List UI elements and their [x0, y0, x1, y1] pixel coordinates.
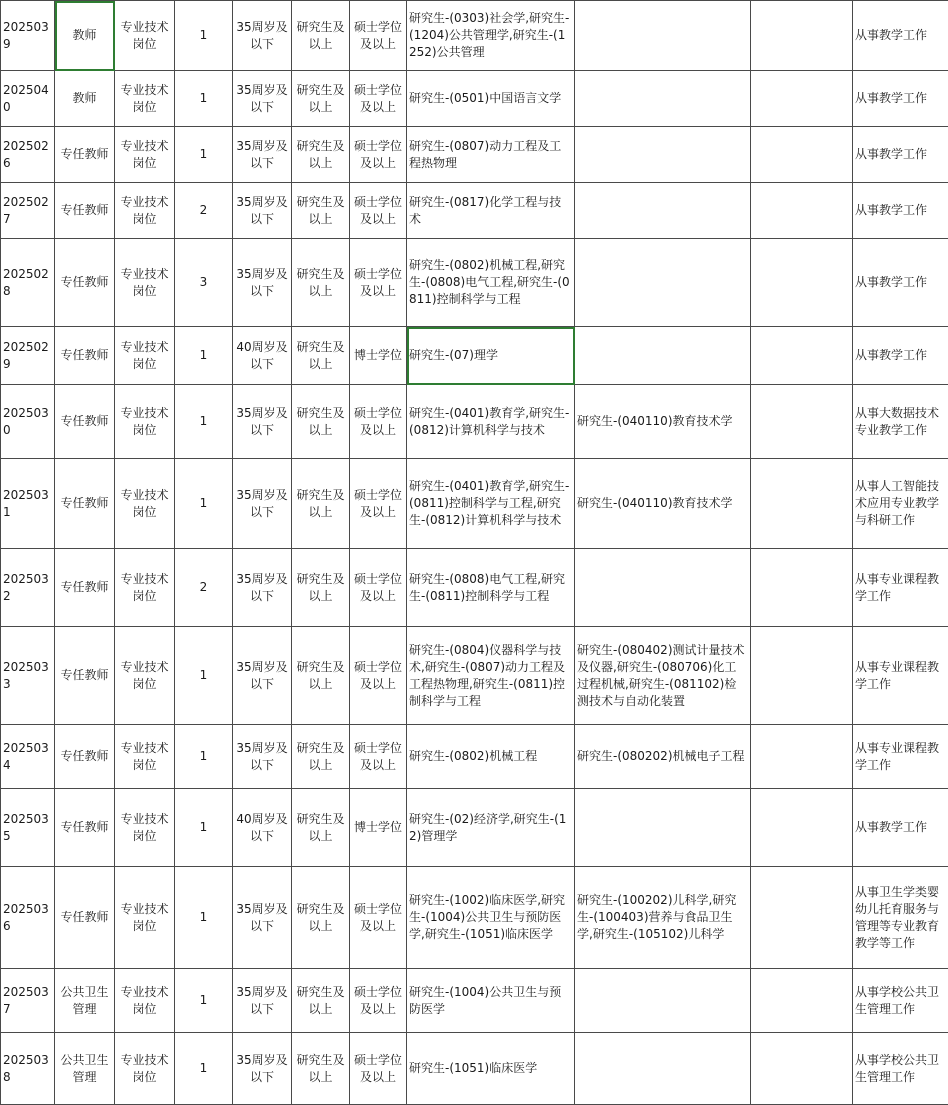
position-name-cell[interactable]: 专任教师 — [55, 627, 115, 725]
position-name-cell[interactable]: 专任教师 — [55, 239, 115, 327]
headcount-cell[interactable]: 3 — [175, 239, 233, 327]
table-row — [1, 969, 948, 1033]
headcount-cell[interactable]: 1 — [175, 969, 233, 1033]
major-requirement-cell[interactable]: 研究生-(0807)动力工程及工程热物理 — [407, 127, 575, 183]
position-code-cell[interactable]: 2025027 — [1, 183, 55, 239]
position-code-cell[interactable]: 2025039 — [1, 1, 55, 71]
position-category-cell[interactable]: 专业技术岗位 — [115, 867, 175, 969]
secondary-major-cell[interactable]: 研究生-(040110)教育技术学 — [575, 385, 751, 459]
notes-cell[interactable]: 从事大数据技术专业教学工作 — [853, 385, 948, 459]
education-requirement-cell[interactable]: 研究生及以上 — [292, 1, 350, 71]
degree-requirement-cell[interactable]: 硕士学位及以上 — [350, 1, 407, 71]
degree-requirement-cell[interactable]: 硕士学位及以上 — [350, 183, 407, 239]
education-requirement-cell[interactable]: 研究生及以上 — [292, 789, 350, 867]
notes-cell[interactable]: 从事教学工作 — [853, 183, 948, 239]
degree-requirement-cell[interactable]: 硕士学位及以上 — [350, 1033, 407, 1105]
degree-requirement-cell[interactable]: 硕士学位及以上 — [350, 549, 407, 627]
age-requirement-cell[interactable]: 40周岁及以下 — [233, 789, 292, 867]
blank-cell[interactable] — [751, 183, 853, 239]
education-requirement-cell[interactable]: 研究生及以上 — [292, 1033, 350, 1105]
headcount-cell[interactable]: 1 — [175, 1, 233, 71]
table-row — [1, 725, 948, 789]
position-name-cell[interactable]: 专任教师 — [55, 183, 115, 239]
notes-cell[interactable]: 从事教学工作 — [853, 327, 948, 385]
position-name-cell[interactable]: 教师 — [55, 71, 115, 127]
secondary-major-cell[interactable] — [575, 239, 751, 327]
position-name-cell[interactable]: 专任教师 — [55, 127, 115, 183]
blank-cell[interactable] — [751, 459, 853, 549]
age-requirement-cell[interactable]: 35周岁及以下 — [233, 71, 292, 127]
headcount-cell[interactable]: 1 — [175, 867, 233, 969]
degree-requirement-cell[interactable]: 硕士学位及以上 — [350, 71, 407, 127]
blank-cell[interactable] — [751, 789, 853, 867]
major-requirement-cell[interactable]: 研究生-(0401)教育学,研究生-(0811)控制科学与工程,研究生-(0812)计算机科学与技术 — [407, 459, 575, 549]
education-requirement-cell[interactable]: 研究生及以上 — [292, 867, 350, 969]
blank-cell[interactable] — [751, 239, 853, 327]
secondary-major-cell[interactable]: 研究生-(040110)教育技术学 — [575, 459, 751, 549]
secondary-major-cell[interactable] — [575, 127, 751, 183]
blank-cell[interactable] — [751, 627, 853, 725]
age-requirement-cell[interactable]: 35周岁及以下 — [233, 239, 292, 327]
blank-cell[interactable] — [751, 549, 853, 627]
education-requirement-cell[interactable]: 研究生及以上 — [292, 459, 350, 549]
notes-cell[interactable]: 从事专业课程教学工作 — [853, 725, 948, 789]
blank-cell[interactable] — [751, 1, 853, 71]
age-requirement-cell[interactable]: 35周岁及以下 — [233, 867, 292, 969]
notes-cell[interactable]: 从事教学工作 — [853, 239, 948, 327]
position-name-cell[interactable]: 专任教师 — [55, 789, 115, 867]
headcount-cell[interactable]: 1 — [175, 385, 233, 459]
major-requirement-cell[interactable]: 研究生-(0802)机械工程,研究生-(0808)电气工程,研究生-(0811)控制科学与工程 — [407, 239, 575, 327]
table-body — [1, 1, 948, 1105]
notes-cell[interactable]: 从事卫生学类婴幼儿托育服务与管理等专业教育教学等工作 — [853, 867, 948, 969]
degree-requirement-cell[interactable]: 硕士学位及以上 — [350, 969, 407, 1033]
secondary-major-cell[interactable] — [575, 789, 751, 867]
blank-cell[interactable] — [751, 867, 853, 969]
education-requirement-cell[interactable]: 研究生及以上 — [292, 385, 350, 459]
secondary-major-cell[interactable] — [575, 1033, 751, 1105]
position-category-cell[interactable]: 专业技术岗位 — [115, 459, 175, 549]
position-category-cell[interactable]: 专业技术岗位 — [115, 725, 175, 789]
degree-requirement-cell[interactable]: 硕士学位及以上 — [350, 867, 407, 969]
position-category-cell[interactable]: 专业技术岗位 — [115, 385, 175, 459]
table-row — [1, 71, 948, 127]
table-row — [1, 1, 948, 71]
secondary-major-cell[interactable]: 研究生-(100202)儿科学,研究生-(100403)营养与食品卫生学,研究生-(105102)儿科学 — [575, 867, 751, 969]
degree-requirement-cell[interactable]: 硕士学位及以上 — [350, 725, 407, 789]
secondary-major-cell[interactable]: 研究生-(080202)机械电子工程 — [575, 725, 751, 789]
headcount-cell[interactable]: 1 — [175, 71, 233, 127]
age-requirement-cell[interactable]: 35周岁及以下 — [233, 1, 292, 71]
headcount-cell[interactable]: 1 — [175, 1033, 233, 1105]
headcount-cell[interactable]: 1 — [175, 725, 233, 789]
blank-cell[interactable] — [751, 71, 853, 127]
position-category-cell[interactable]: 专业技术岗位 — [115, 549, 175, 627]
major-requirement-cell[interactable]: 研究生-(0817)化学工程与技术 — [407, 183, 575, 239]
position-category-cell[interactable]: 专业技术岗位 — [115, 1, 175, 71]
position-category-cell[interactable]: 专业技术岗位 — [115, 183, 175, 239]
major-requirement-cell[interactable]: 研究生-(0802)机械工程 — [407, 725, 575, 789]
table-row — [1, 239, 948, 327]
notes-cell[interactable]: 从事学校公共卫生管理工作 — [853, 969, 948, 1033]
degree-requirement-cell[interactable]: 硕士学位及以上 — [350, 127, 407, 183]
degree-requirement-cell[interactable]: 硕士学位及以上 — [350, 459, 407, 549]
blank-cell[interactable] — [751, 969, 853, 1033]
degree-requirement-cell[interactable]: 博士学位 — [350, 327, 407, 385]
major-requirement-cell[interactable]: 研究生-(0501)中国语言文学 — [407, 71, 575, 127]
position-code-cell[interactable]: 2025037 — [1, 969, 55, 1033]
major-requirement-cell[interactable]: 研究生-(1004)公共卫生与预防医学 — [407, 969, 575, 1033]
position-code-cell[interactable]: 2025035 — [1, 789, 55, 867]
age-requirement-cell[interactable]: 35周岁及以下 — [233, 1033, 292, 1105]
position-code-cell[interactable]: 2025029 — [1, 327, 55, 385]
secondary-major-cell[interactable] — [575, 327, 751, 385]
table-row — [1, 183, 948, 239]
headcount-cell[interactable]: 1 — [175, 789, 233, 867]
education-requirement-cell[interactable]: 研究生及以上 — [292, 71, 350, 127]
position-name-cell[interactable]: 公共卫生管理 — [55, 1033, 115, 1105]
education-requirement-cell[interactable]: 研究生及以上 — [292, 239, 350, 327]
table-row — [1, 327, 948, 385]
major-requirement-cell[interactable]: 研究生-(0804)仪器科学与技术,研究生-(0807)动力工程及工程热物理,研究生-(0811)控制科学与工程 — [407, 627, 575, 725]
education-requirement-cell[interactable]: 研究生及以上 — [292, 183, 350, 239]
position-name-cell[interactable]: 专任教师 — [55, 327, 115, 385]
position-name-cell[interactable]: 专任教师 — [55, 459, 115, 549]
position-code-cell[interactable]: 2025030 — [1, 385, 55, 459]
education-requirement-cell[interactable]: 研究生及以上 — [292, 327, 350, 385]
education-requirement-cell[interactable]: 研究生及以上 — [292, 969, 350, 1033]
major-requirement-cell[interactable]: 研究生-(0401)教育学,研究生-(0812)计算机科学与技术 — [407, 385, 575, 459]
position-code-cell[interactable]: 2025033 — [1, 627, 55, 725]
notes-cell[interactable]: 从事学校公共卫生管理工作 — [853, 1033, 948, 1105]
major-requirement-cell[interactable]: 研究生-(1002)临床医学,研究生-(1004)公共卫生与预防医学,研究生-(1051)临床医学 — [407, 867, 575, 969]
table-row — [1, 867, 948, 969]
position-category-cell[interactable]: 专业技术岗位 — [115, 127, 175, 183]
age-requirement-cell[interactable]: 35周岁及以下 — [233, 183, 292, 239]
education-requirement-cell[interactable]: 研究生及以上 — [292, 127, 350, 183]
table-row — [1, 789, 948, 867]
secondary-major-cell[interactable] — [575, 549, 751, 627]
headcount-cell[interactable]: 1 — [175, 627, 233, 725]
major-requirement-cell[interactable]: 研究生-(02)经济学,研究生-(12)管理学 — [407, 789, 575, 867]
position-category-cell[interactable]: 专业技术岗位 — [115, 327, 175, 385]
age-requirement-cell[interactable]: 35周岁及以下 — [233, 627, 292, 725]
position-code-cell[interactable]: 2025032 — [1, 549, 55, 627]
notes-cell[interactable]: 从事教学工作 — [853, 127, 948, 183]
table-row — [1, 549, 948, 627]
major-requirement-cell[interactable]: 研究生-(0303)社会学,研究生-(1204)公共管理学,研究生-(1252)公共管理 — [407, 1, 575, 71]
position-code-cell[interactable]: 2025031 — [1, 459, 55, 549]
age-requirement-cell[interactable]: 35周岁及以下 — [233, 385, 292, 459]
position-name-cell[interactable]: 专任教师 — [55, 725, 115, 789]
table-row — [1, 385, 948, 459]
age-requirement-cell[interactable]: 40周岁及以下 — [233, 327, 292, 385]
position-name-cell[interactable]: 专任教师 — [55, 549, 115, 627]
position-code-cell[interactable]: 2025038 — [1, 1033, 55, 1105]
education-requirement-cell[interactable]: 研究生及以上 — [292, 549, 350, 627]
headcount-cell[interactable]: 1 — [175, 459, 233, 549]
position-code-cell[interactable]: 2025036 — [1, 867, 55, 969]
position-category-cell[interactable]: 专业技术岗位 — [115, 789, 175, 867]
secondary-major-cell[interactable]: 研究生-(080402)测试计量技术及仪器,研究生-(080706)化工过程机械,研究生-(081102)检测技术与自动化装置 — [575, 627, 751, 725]
notes-cell[interactable]: 从事专业课程教学工作 — [853, 627, 948, 725]
notes-cell[interactable]: 从事教学工作 — [853, 1, 948, 71]
major-requirement-cell[interactable]: 研究生-(0808)电气工程,研究生-(0811)控制科学与工程 — [407, 549, 575, 627]
position-name-cell[interactable]: 教师 — [55, 1, 115, 71]
headcount-cell[interactable]: 2 — [175, 549, 233, 627]
notes-cell[interactable]: 从事教学工作 — [853, 71, 948, 127]
headcount-cell[interactable]: 1 — [175, 327, 233, 385]
position-code-cell[interactable]: 2025028 — [1, 239, 55, 327]
headcount-cell[interactable]: 2 — [175, 183, 233, 239]
notes-cell[interactable]: 从事教学工作 — [853, 789, 948, 867]
position-category-cell[interactable]: 专业技术岗位 — [115, 627, 175, 725]
blank-cell[interactable] — [751, 725, 853, 789]
table-row — [1, 459, 948, 549]
position-name-cell[interactable]: 专任教师 — [55, 385, 115, 459]
education-requirement-cell[interactable]: 研究生及以上 — [292, 627, 350, 725]
degree-requirement-cell[interactable]: 硕士学位及以上 — [350, 627, 407, 725]
table-row — [1, 1033, 948, 1105]
position-category-cell[interactable]: 专业技术岗位 — [115, 239, 175, 327]
blank-cell[interactable] — [751, 385, 853, 459]
position-name-cell[interactable]: 公共卫生管理 — [55, 969, 115, 1033]
table-row — [1, 127, 948, 183]
position-category-cell[interactable]: 专业技术岗位 — [115, 71, 175, 127]
degree-requirement-cell[interactable]: 硕士学位及以上 — [350, 385, 407, 459]
major-requirement-cell[interactable]: 研究生-(07)理学 — [407, 327, 575, 385]
secondary-major-cell[interactable] — [575, 183, 751, 239]
secondary-major-cell[interactable] — [575, 969, 751, 1033]
blank-cell[interactable] — [751, 127, 853, 183]
position-name-cell[interactable]: 专任教师 — [55, 867, 115, 969]
position-code-cell[interactable]: 2025034 — [1, 725, 55, 789]
blank-cell[interactable] — [751, 327, 853, 385]
secondary-major-cell[interactable] — [575, 71, 751, 127]
notes-cell[interactable]: 从事专业课程教学工作 — [853, 549, 948, 627]
blank-cell[interactable] — [751, 1033, 853, 1105]
degree-requirement-cell[interactable]: 硕士学位及以上 — [350, 239, 407, 327]
age-requirement-cell[interactable]: 35周岁及以下 — [233, 549, 292, 627]
major-requirement-cell[interactable]: 研究生-(1051)临床医学 — [407, 1033, 575, 1105]
notes-cell[interactable]: 从事人工智能技术应用专业教学与科研工作 — [853, 459, 948, 549]
table-row — [1, 627, 948, 725]
degree-requirement-cell[interactable]: 博士学位 — [350, 789, 407, 867]
age-requirement-cell[interactable]: 35周岁及以下 — [233, 969, 292, 1033]
age-requirement-cell[interactable]: 35周岁及以下 — [233, 725, 292, 789]
age-requirement-cell[interactable]: 35周岁及以下 — [233, 127, 292, 183]
position-code-cell[interactable]: 2025026 — [1, 127, 55, 183]
position-code-cell[interactable]: 2025040 — [1, 71, 55, 127]
secondary-major-cell[interactable] — [575, 1, 751, 71]
position-category-cell[interactable]: 专业技术岗位 — [115, 1033, 175, 1105]
position-category-cell[interactable]: 专业技术岗位 — [115, 969, 175, 1033]
education-requirement-cell[interactable]: 研究生及以上 — [292, 725, 350, 789]
age-requirement-cell[interactable]: 35周岁及以下 — [233, 459, 292, 549]
headcount-cell[interactable]: 1 — [175, 127, 233, 183]
